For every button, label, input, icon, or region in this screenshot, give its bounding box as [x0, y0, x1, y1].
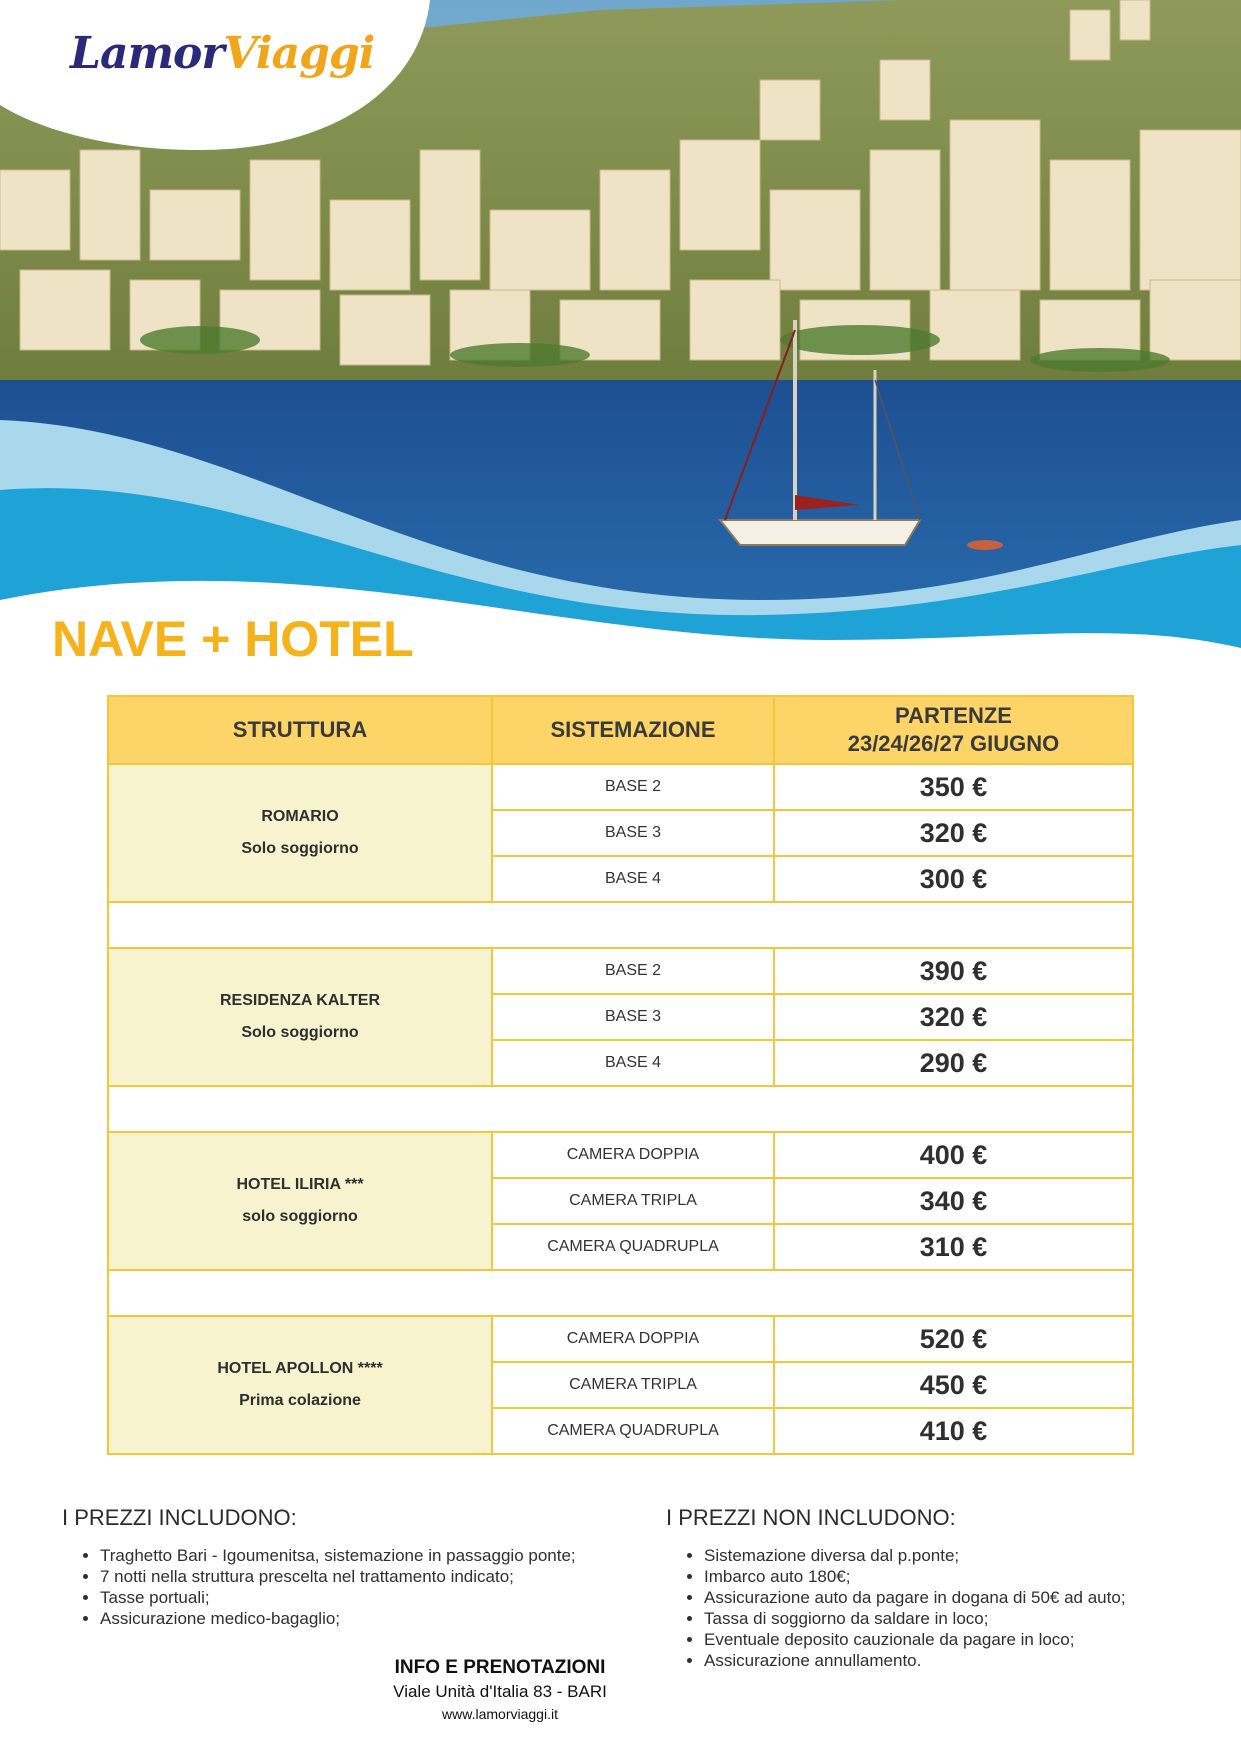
table-header-row — [108, 696, 1133, 764]
list-item: • Eventuale deposito cauzionale da pagare in loco; — [704, 1629, 1126, 1650]
list-item: • Assicurazione medico-bagaglio; — [100, 1608, 576, 1629]
price: 400 € — [774, 1132, 1133, 1178]
room-type: BASE 4 — [492, 856, 774, 902]
not-included-title: I PREZZI NON INCLUDONO: — [666, 1505, 956, 1530]
price: 350 € — [774, 764, 1133, 810]
contact-website-link[interactable]: www.lamorviaggi.it — [442, 1706, 558, 1722]
page-headline: NAVE + HOTEL — [52, 611, 414, 667]
contact-address: Viale Unità d'Italia 83 - BARI — [393, 1682, 607, 1701]
price: 410 € — [774, 1408, 1133, 1454]
room-type: BASE 2 — [492, 764, 774, 810]
price: 390 € — [774, 948, 1133, 994]
hotel-treatment: Solo soggiorno — [241, 1024, 359, 1041]
hotel-treatment: Prima colazione — [239, 1392, 361, 1409]
hotel-name: HOTEL ILIRIA *** — [236, 1176, 364, 1193]
room-type: BASE 3 — [492, 994, 774, 1040]
price: 310 € — [774, 1224, 1133, 1270]
spacer-row — [108, 1270, 1133, 1316]
hotel-treatment: solo soggiorno — [242, 1208, 358, 1225]
room-type: BASE 4 — [492, 1040, 774, 1086]
header-structure: STRUTTURA — [108, 696, 492, 764]
included-title: I PREZZI INCLUDONO: — [62, 1505, 297, 1530]
hero-photo — [0, 0, 1241, 660]
room-type: CAMERA QUADRUPLA — [492, 1224, 774, 1270]
header-departures-line2: 23/24/26/27 GIUGNO — [847, 731, 1060, 756]
hotel-treatment: Solo soggiorno — [241, 840, 359, 857]
header-departures — [774, 696, 1133, 764]
list-item: • Assicurazione annullamento. — [704, 1650, 1126, 1671]
price: 320 € — [774, 810, 1133, 856]
price: 300 € — [774, 856, 1133, 902]
list-item: • Sistemazione diversa dal p.ponte; — [704, 1545, 1126, 1566]
hotel-name: RESIDENZA KALTER — [220, 992, 380, 1009]
list-item: • Tasse portuali; — [100, 1587, 576, 1608]
table-row — [108, 764, 1133, 810]
table-row — [108, 948, 1133, 994]
room-type: CAMERA QUADRUPLA — [492, 1408, 774, 1454]
included-list — [62, 1545, 576, 1629]
hotel-cell — [108, 764, 492, 902]
price: 320 € — [774, 994, 1133, 1040]
spacer-cell — [108, 1270, 1133, 1316]
contact-title: INFO E PRENOTAZIONI — [394, 1657, 606, 1678]
room-type: CAMERA DOPPIA — [492, 1316, 774, 1362]
price: 450 € — [774, 1362, 1133, 1408]
spacer-cell — [108, 1086, 1133, 1132]
spacer-cell — [108, 902, 1133, 948]
list-item: • Imbarco auto 180€; — [704, 1566, 1126, 1587]
list-item: • Assicurazione auto da pagare in dogana di 50€ ad auto; — [704, 1587, 1126, 1608]
room-type: BASE 2 — [492, 948, 774, 994]
list-item: • Traghetto Bari - Igoumenitsa, sistemazione in passaggio ponte; — [100, 1545, 576, 1566]
price-table — [107, 695, 1134, 1455]
hotel-cell — [108, 1316, 492, 1454]
hotel-name: ROMARIO — [261, 808, 339, 825]
header-departures-line1: PARTENZE — [895, 703, 1012, 728]
not-included-list — [666, 1545, 1126, 1671]
room-type: CAMERA DOPPIA — [492, 1132, 774, 1178]
hotel-cell — [108, 1132, 492, 1270]
not-included-section — [666, 1505, 1126, 1671]
included-section — [62, 1505, 576, 1629]
company-logo: LamorViaggi — [70, 28, 375, 79]
hotel-cell — [108, 948, 492, 1086]
room-type: CAMERA TRIPLA — [492, 1178, 774, 1224]
table-row — [108, 1316, 1133, 1362]
list-item: • Tassa di soggiorno da saldare in loco; — [704, 1608, 1126, 1629]
price: 340 € — [774, 1178, 1133, 1224]
header-accommodation: SISTEMAZIONE — [492, 696, 774, 764]
price: 520 € — [774, 1316, 1133, 1362]
spacer-row — [108, 902, 1133, 948]
hotel-name: HOTEL APOLLON **** — [217, 1360, 383, 1377]
spacer-row — [108, 1086, 1133, 1132]
room-type: BASE 3 — [492, 810, 774, 856]
contact-block — [340, 1656, 660, 1724]
room-type: CAMERA TRIPLA — [492, 1362, 774, 1408]
price: 290 € — [774, 1040, 1133, 1086]
list-item: • 7 notti nella struttura prescelta nel trattamento indicato; — [100, 1566, 576, 1587]
table-row — [108, 1132, 1133, 1178]
